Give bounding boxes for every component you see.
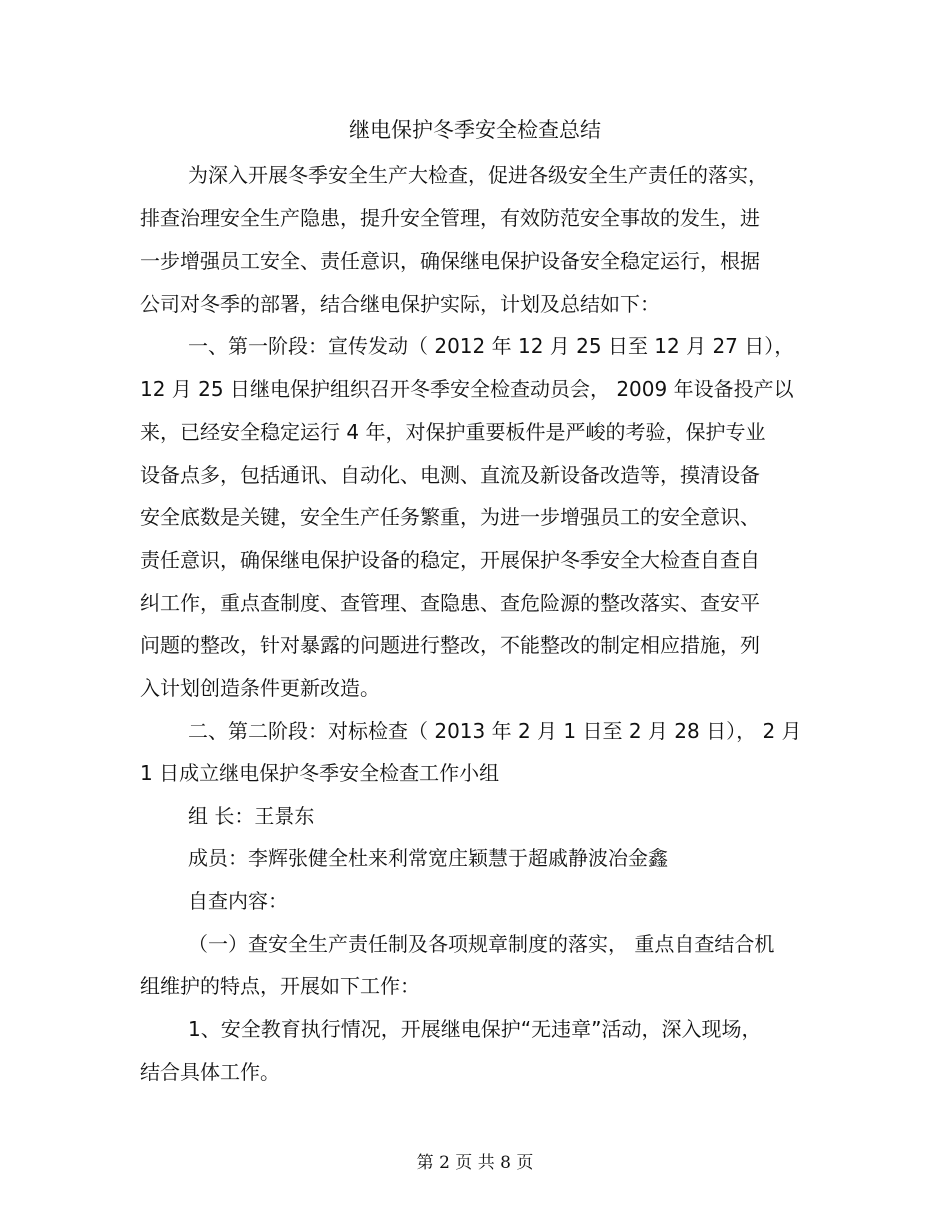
- paragraph-line: 安全底数是关键，安全生产任务繁重，为进一步增强员工的安全意识、: [140, 505, 760, 529]
- paragraph-line: （一）查安全生产责任制及各项规章制度的落实， 重点自查结合机: [188, 932, 775, 956]
- paragraph-line: 问题的整改，针对暴露的问题进行整改，不能整改的制定相应措施，列: [140, 633, 760, 657]
- team-members-line: 成员：李辉张健全杜来利常宽庄颖慧于超戚静波冶金鑫: [188, 846, 668, 870]
- paragraph-line: 1、安全教育执行情况，开展继电保护“无违章”活动，深入现场，: [188, 1017, 762, 1041]
- paragraph-line: 一步增强员工安全、责任意识，确保继电保护设备安全稳定运行，根据: [140, 249, 760, 273]
- paragraph-line: 入计划创造条件更新改造。: [140, 676, 380, 700]
- team-leader-line: 组 长：王景东: [188, 804, 315, 828]
- paragraph-line: 纠工作，重点查制度、查管理、查隐患、查危险源的整改落实、查安平: [140, 591, 760, 615]
- paragraph-line: 1 日成立继电保护冬季安全检查工作小组: [140, 761, 500, 785]
- paragraph-line: 责任意识，确保继电保护设备的稳定，开展保护冬季安全大检查自查自: [140, 548, 760, 572]
- paragraph-line: 结合具体工作。: [140, 1060, 280, 1084]
- paragraph-line: 来，已经安全稳定运行 4 年，对保护重要板件是严峻的考验，保护专业: [140, 420, 766, 444]
- paragraph-line: 排查治理安全生产隐患，提升安全管理，有效防范安全事故的发生，进: [140, 206, 760, 230]
- paragraph-line: 为深入开展冬季安全生产大检查，促进各级安全生产责任的落实，: [188, 163, 768, 187]
- document-title: 继电保护冬季安全检查总结: [349, 118, 601, 142]
- paragraph-line: 设备点多，包括通讯、自动化、电测、直流及新设备改造等，摸清设备: [140, 463, 760, 487]
- paragraph-line: 公司对冬季的部署，结合继电保护实际，计划及总结如下：: [140, 292, 660, 316]
- paragraph-line: 组维护的特点，开展如下工作：: [140, 974, 420, 998]
- paragraph-line: 二、第二阶段：对标检查（ 2013 年 2 月 1 日至 2 月 28 日）， 2 月: [188, 719, 802, 743]
- paragraph-line: 12 月 25 日继电保护组织召开冬季安全检查动员会， 2009 年设备投产以: [140, 377, 794, 401]
- page-number-footer: 第 2 页 共 8 页: [416, 1153, 534, 1173]
- paragraph-line: 一、第一阶段：宣传发动（ 2012 年 12 月 25 日至 12 月 27 日），: [188, 334, 795, 358]
- section-heading: 自查内容：: [188, 889, 288, 913]
